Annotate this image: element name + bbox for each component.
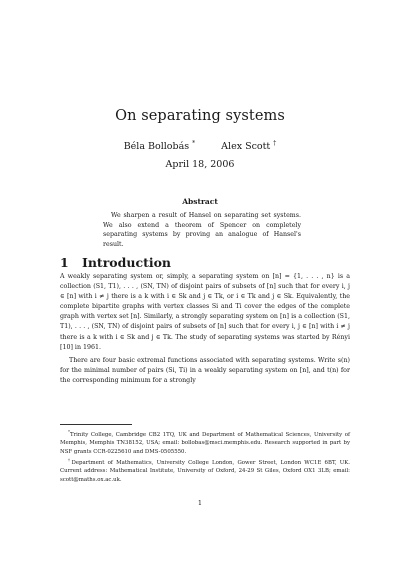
section-heading xyxy=(60,255,171,270)
section-title: Introduction xyxy=(82,255,172,270)
author-2 xyxy=(221,140,276,152)
footnote-1-text: Trinity College, Cambridge CB2 1TQ, UK and Department of Mathematical Sciences, University of Memphis, Memphis TN38152, USA; email: bollobas@msci.memphis.edu. Research supported in part by NSF grants CCR-0225610 and DMS-0505550. xyxy=(60,431,350,455)
author-2-name: Alex Scott xyxy=(221,141,271,153)
paper-date: April 18, 2006 xyxy=(165,159,235,170)
paper-title: On separating systems xyxy=(115,108,285,124)
footnote-2 xyxy=(60,456,350,484)
author-1-mark: * xyxy=(192,140,196,147)
page-number: 1 xyxy=(197,499,203,507)
footnote-1 xyxy=(60,428,350,456)
footnote-1-mark: * xyxy=(68,429,70,434)
author-list xyxy=(0,140,400,152)
author-1 xyxy=(124,140,195,152)
author-2-mark: † xyxy=(273,140,277,147)
abstract-heading: Abstract xyxy=(182,197,218,206)
footnote-2-text: Department of Mathematics, University College London, Gower Street, London WC1E 6BT, UK. Current address: Mathematical Institute, University of Oxford, 24-29 St Giles, Oxford OX1 3LB; email: scott@maths.ox.ac.uk. xyxy=(60,459,350,483)
footnotes xyxy=(60,428,350,484)
body-paragraph-1: A weakly separating system or, simply, a separating system on [n] = {1, . . . , n} is a collection (S1, T1), . . . , (SN, TN) of disjoint pairs of subsets of [n] such that for every i, j ∈ [n] with i ≠ j there is a k with i ∈ Sk and j ∈ Tk, or i ∈ Tk and j ∈ Sk. Equivalently, the complete bipartite graphs with vertex classes Si and Ti cover the edges of the complete graph with vertex set [n]. Similarly, a strongly separating system on [n] is a collection (S1, T1), . . . , (SN, TN) of disjoint pairs of subsets of [n] such that for every i, j ∈ [n] with i ≠ j there is a k with i ∈ Sk and j ∈ Tk. The study of separating systems was started by Rényi [10] in 1961. xyxy=(60,273,350,351)
footnote-2-mark: † xyxy=(68,457,72,463)
author-1-name: Béla Bollobás xyxy=(123,141,190,153)
body-paragraph-2: There are four basic extremal functions associated with separating systems. Write s(n) for the minimal number of pairs (Si, Ti) in a weakly separating system on [n], and t(n) for the corresponding minimum for a strongly xyxy=(60,356,350,384)
section-number: 1 xyxy=(60,255,69,270)
abstract-text: We sharpen a result of Hansel on separating set systems. We also extend a theorem of Spencer on completely separating systems by proving an analogue of Hansel's result. xyxy=(103,212,301,248)
footnote-rule xyxy=(60,424,132,425)
body-text xyxy=(60,272,350,386)
